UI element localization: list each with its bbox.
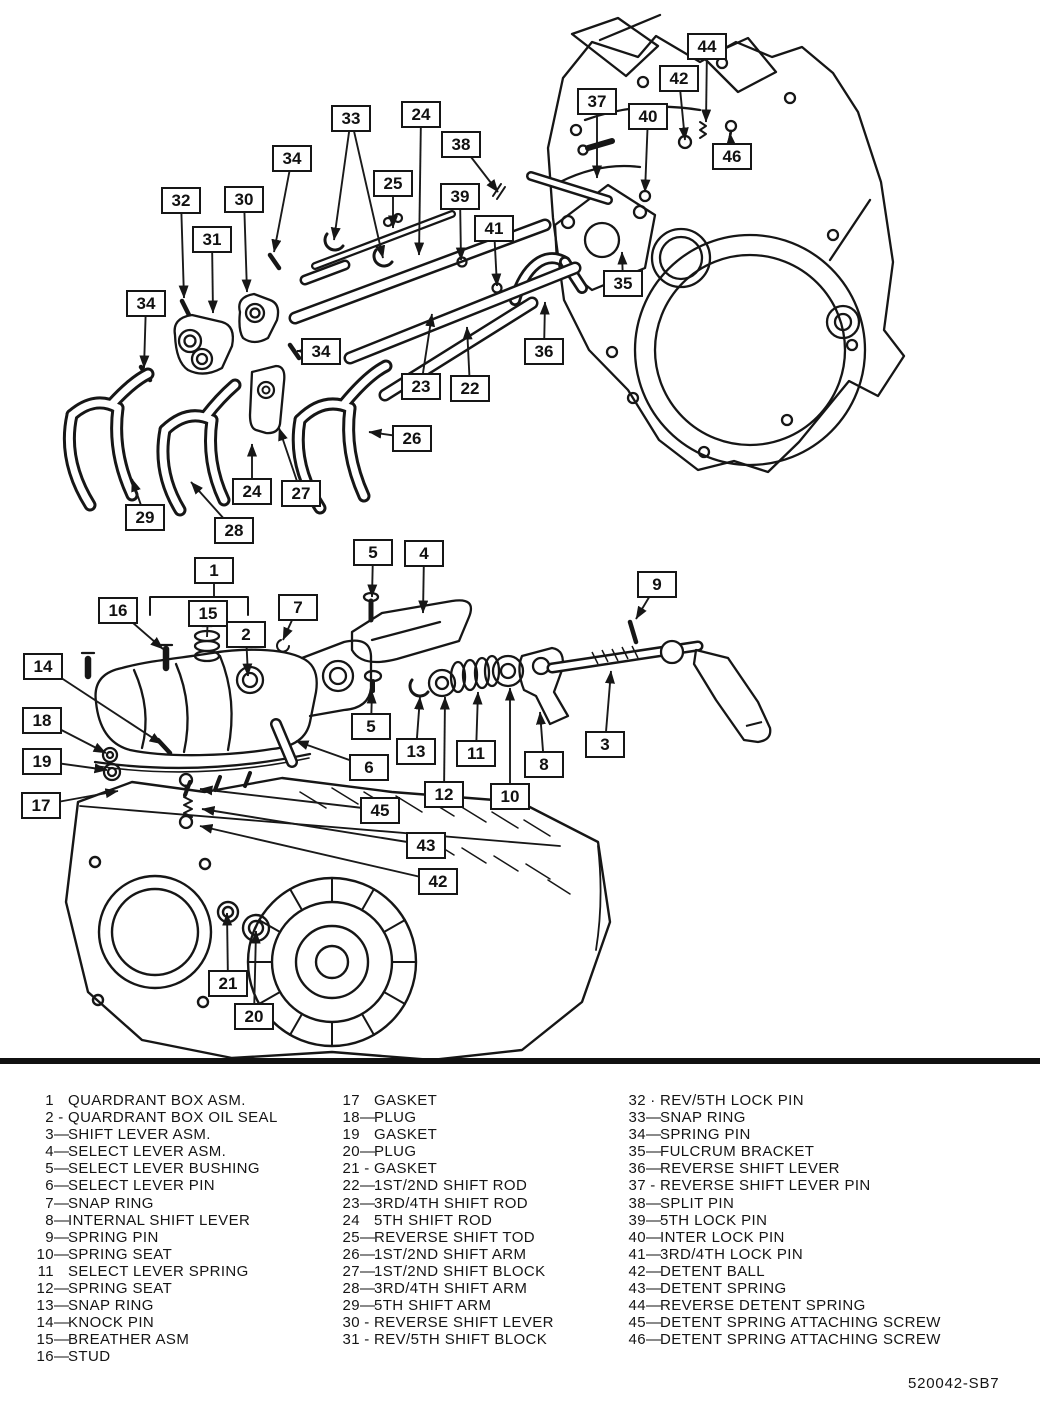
part-separator: · xyxy=(650,1092,656,1109)
part-number: 29 xyxy=(342,1297,360,1315)
part-number: 5 xyxy=(45,1160,54,1178)
parts-list-item xyxy=(336,1092,554,1109)
part-number: 42 xyxy=(628,1262,646,1280)
part-separator: — xyxy=(646,1314,662,1332)
part-name: SNAP RING xyxy=(68,1297,154,1315)
parts-list-item xyxy=(622,1297,941,1314)
part-name: SELECT LEVER SPRING xyxy=(68,1262,249,1280)
parts-list-item xyxy=(336,1126,554,1143)
parts-list-column-1 xyxy=(30,1092,278,1366)
part-number: 9 xyxy=(45,1228,54,1246)
part-separator: — xyxy=(360,1280,376,1298)
parts-list-item xyxy=(336,1109,554,1126)
part-number: 46 xyxy=(628,1331,646,1349)
parts-list-item xyxy=(622,1229,941,1246)
part-number: 44 xyxy=(628,1297,646,1315)
part-separator: — xyxy=(54,1245,70,1263)
parts-list-item xyxy=(30,1092,278,1109)
callout-44: 44 xyxy=(687,33,727,60)
callout-3: 3 xyxy=(585,731,625,758)
part-number: 7 xyxy=(45,1194,54,1212)
callout-2: 2 xyxy=(226,621,266,648)
part-name: DETENT SPRING ATTACHING SCREW xyxy=(660,1314,941,1332)
part-number: 35 xyxy=(628,1143,646,1161)
part-separator: — xyxy=(646,1297,662,1315)
callout-6: 6 xyxy=(349,754,389,781)
part-separator: — xyxy=(360,1194,376,1212)
part-number: 16 xyxy=(36,1348,54,1366)
part-number: 1 xyxy=(45,1092,54,1109)
part-separator: — xyxy=(54,1126,70,1144)
part-number: 25 xyxy=(342,1228,360,1246)
part-separator: — xyxy=(54,1211,70,1229)
part-number: 32 xyxy=(628,1092,646,1109)
callout-36: 36 xyxy=(524,338,564,365)
section-divider xyxy=(0,1058,1040,1064)
part-name: SNAP RING xyxy=(660,1109,746,1127)
part-separator: — xyxy=(646,1109,662,1127)
part-name: SELECT LEVER BUSHING xyxy=(68,1160,260,1178)
parts-list-item xyxy=(30,1263,278,1280)
parts-list-item xyxy=(336,1177,554,1194)
part-separator: — xyxy=(646,1160,662,1178)
part-name: QUARDRANT BOX ASM. xyxy=(68,1092,246,1109)
part-name: DETENT BALL xyxy=(660,1262,765,1280)
callout-24: 24 xyxy=(232,478,272,505)
callout-13: 13 xyxy=(396,738,436,765)
part-name: BREATHER ASM xyxy=(68,1331,190,1349)
part-number: 6 xyxy=(45,1177,54,1195)
part-name: 5TH LOCK PIN xyxy=(660,1211,768,1229)
part-name: INTER LOCK PIN xyxy=(660,1228,785,1246)
callout-29: 29 xyxy=(125,504,165,531)
part-number: 34 xyxy=(628,1126,646,1144)
part-name: REVERSE SHIFT LEVER xyxy=(660,1160,840,1178)
callout-39: 39 xyxy=(440,183,480,210)
part-separator: — xyxy=(646,1245,662,1263)
part-name: 5TH SHIFT ROD xyxy=(374,1211,493,1229)
callout-9: 9 xyxy=(637,571,677,598)
part-number: 28 xyxy=(342,1280,360,1298)
part-name: PLUG xyxy=(374,1143,417,1161)
callout-34: 34 xyxy=(272,145,312,172)
parts-list-item xyxy=(622,1109,941,1126)
parts-list-item xyxy=(336,1263,554,1280)
callout-28: 28 xyxy=(214,517,254,544)
callout-5: 5 xyxy=(351,713,391,740)
callout-7: 7 xyxy=(278,594,318,621)
parts-list-item xyxy=(30,1177,278,1194)
parts-list-column-3 xyxy=(622,1092,941,1348)
part-separator: — xyxy=(54,1280,70,1298)
parts-list-item xyxy=(336,1297,554,1314)
part-number: 17 xyxy=(342,1092,360,1109)
part-separator: — xyxy=(646,1280,662,1298)
callout-10: 10 xyxy=(490,783,530,810)
part-name: DETENT SPRING xyxy=(660,1280,787,1298)
part-separator: — xyxy=(54,1143,70,1161)
part-number: 33 xyxy=(628,1109,646,1127)
callout-17: 17 xyxy=(21,792,61,819)
part-separator: — xyxy=(646,1194,662,1212)
callout-19: 19 xyxy=(22,748,62,775)
part-number: 23 xyxy=(342,1194,360,1212)
part-number: 20 xyxy=(342,1143,360,1161)
callout-14: 14 xyxy=(23,653,63,680)
part-separator: — xyxy=(646,1262,662,1280)
part-name: SPLIT PIN xyxy=(660,1194,735,1212)
part-number: 19 xyxy=(342,1126,360,1144)
part-separator: - xyxy=(650,1177,656,1195)
callout-22: 22 xyxy=(450,375,490,402)
part-name: 5TH SHIFT ARM xyxy=(374,1297,492,1315)
part-name: GASKET xyxy=(374,1126,438,1144)
part-name: SPRING SEAT xyxy=(68,1245,173,1263)
part-name: SELECT LEVER PIN xyxy=(68,1177,216,1195)
part-name: REVERSE SHIFT LEVER PIN xyxy=(660,1177,871,1195)
parts-list-item xyxy=(622,1092,941,1109)
parts-list-item xyxy=(336,1331,554,1348)
part-name: KNOCK PIN xyxy=(68,1314,155,1332)
figure-code: 520042-SB7 xyxy=(908,1375,1000,1392)
callout-33: 33 xyxy=(331,105,371,132)
parts-list-item xyxy=(30,1160,278,1177)
parts-list-item xyxy=(622,1280,941,1297)
callout-41: 41 xyxy=(474,215,514,242)
part-separator: — xyxy=(54,1331,70,1349)
parts-list-item xyxy=(336,1246,554,1263)
part-number: 30 xyxy=(342,1314,360,1332)
part-separator: — xyxy=(646,1143,662,1161)
part-number: 43 xyxy=(628,1280,646,1298)
part-name: INTERNAL SHIFT LEVER xyxy=(68,1211,251,1229)
callout-8: 8 xyxy=(524,751,564,778)
part-number: 40 xyxy=(628,1228,646,1246)
part-separator: — xyxy=(646,1228,662,1246)
part-number: 21 xyxy=(342,1160,360,1178)
part-separator: - xyxy=(58,1109,64,1127)
part-separator: — xyxy=(646,1211,662,1229)
parts-list-item xyxy=(30,1331,278,1348)
part-name: REVERSE SHIFT TOD xyxy=(374,1228,536,1246)
callout-37: 37 xyxy=(577,88,617,115)
part-name: 3RD/4TH SHIFT ROD xyxy=(374,1194,529,1212)
callout-11: 11 xyxy=(456,740,496,767)
part-number: 38 xyxy=(628,1194,646,1212)
parts-list-item xyxy=(30,1229,278,1246)
part-number: 8 xyxy=(45,1211,54,1229)
parts-list-item xyxy=(622,1195,941,1212)
part-number: 39 xyxy=(628,1211,646,1229)
parts-list-item xyxy=(30,1126,278,1143)
part-separator: — xyxy=(54,1297,70,1315)
part-name: SPRING SEAT xyxy=(68,1280,173,1298)
callout-18: 18 xyxy=(22,707,62,734)
part-name: SNAP RING xyxy=(68,1194,154,1212)
callout-45: 45 xyxy=(360,797,400,824)
callout-5: 5 xyxy=(353,539,393,566)
parts-list-item xyxy=(622,1143,941,1160)
part-name: SPRING PIN xyxy=(660,1126,751,1144)
part-number: 22 xyxy=(342,1177,360,1195)
parts-list-item xyxy=(30,1314,278,1331)
part-separator: — xyxy=(360,1109,376,1127)
callout-40: 40 xyxy=(628,103,668,130)
parts-list-item xyxy=(622,1212,941,1229)
parts-list-item xyxy=(622,1126,941,1143)
callout-26: 26 xyxy=(392,425,432,452)
part-separator: — xyxy=(54,1194,70,1212)
part-name: 1ST/2ND SHIFT ROD xyxy=(374,1177,528,1195)
part-name: GASKET xyxy=(374,1160,438,1178)
callout-32: 32 xyxy=(161,187,201,214)
callout-31: 31 xyxy=(192,226,232,253)
parts-list-item xyxy=(622,1263,941,1280)
part-number: 36 xyxy=(628,1160,646,1178)
callout-4: 4 xyxy=(404,540,444,567)
callout-15: 15 xyxy=(188,600,228,627)
parts-list-item xyxy=(30,1195,278,1212)
part-separator: — xyxy=(54,1160,70,1178)
callout-16: 16 xyxy=(98,597,138,624)
callout-42: 42 xyxy=(659,65,699,92)
part-number: 13 xyxy=(36,1297,54,1315)
parts-list-column-2 xyxy=(336,1092,554,1348)
parts-list-item xyxy=(336,1143,554,1160)
callout-43: 43 xyxy=(406,832,446,859)
part-name: PLUG xyxy=(374,1109,417,1127)
part-name: 1ST/2ND SHIFT BLOCK xyxy=(374,1262,546,1280)
parts-list-item xyxy=(30,1348,278,1365)
part-separator: — xyxy=(54,1228,70,1246)
parts-list-item xyxy=(30,1212,278,1229)
callout-35: 35 xyxy=(603,270,643,297)
parts-list-item xyxy=(30,1109,278,1126)
part-name: 3RD/4TH LOCK PIN xyxy=(660,1245,804,1263)
part-number: 31 xyxy=(342,1331,360,1349)
part-name: STUD xyxy=(68,1348,111,1366)
part-separator: — xyxy=(54,1177,70,1195)
callout-1: 1 xyxy=(194,557,234,584)
part-separator: — xyxy=(360,1143,376,1161)
parts-list-item xyxy=(336,1280,554,1297)
parts-list-item xyxy=(336,1229,554,1246)
part-number: 14 xyxy=(36,1314,54,1332)
part-name: GASKET xyxy=(374,1092,438,1109)
part-name: REV/5TH SHIFT BLOCK xyxy=(374,1331,548,1349)
part-number: 4 xyxy=(45,1143,54,1161)
part-number: 18 xyxy=(342,1109,360,1127)
callout-12: 12 xyxy=(424,781,464,808)
parts-list-item xyxy=(30,1246,278,1263)
callout-21: 21 xyxy=(208,970,248,997)
part-separator: — xyxy=(360,1262,376,1280)
parts-list-item xyxy=(30,1143,278,1160)
parts-list-item xyxy=(336,1314,554,1331)
part-name: REVERSE SHIFT LEVER xyxy=(374,1314,554,1332)
part-number: 41 xyxy=(628,1245,646,1263)
part-separator: — xyxy=(646,1331,662,1349)
part-name: DETENT SPRING ATTACHING SCREW xyxy=(660,1331,941,1349)
part-number: 15 xyxy=(36,1331,54,1349)
part-number: 2 xyxy=(45,1109,54,1127)
part-name: REVERSE DETENT SPRING xyxy=(660,1297,866,1315)
callout-20: 20 xyxy=(234,1003,274,1030)
part-name: REV/5TH LOCK PIN xyxy=(660,1092,804,1109)
part-number: 26 xyxy=(342,1245,360,1263)
part-number: 12 xyxy=(36,1280,54,1298)
part-separator: — xyxy=(360,1228,376,1246)
callout-34: 34 xyxy=(126,290,166,317)
callout-30: 30 xyxy=(224,186,264,213)
parts-list-item xyxy=(336,1160,554,1177)
part-name: 1ST/2ND SHIFT ARM xyxy=(374,1245,527,1263)
part-separator: — xyxy=(54,1348,70,1366)
part-number: 37 xyxy=(628,1177,646,1195)
part-separator: — xyxy=(360,1245,376,1263)
callout-38: 38 xyxy=(441,131,481,158)
parts-list-item xyxy=(622,1246,941,1263)
parts-list-item xyxy=(622,1331,941,1348)
part-separator: - xyxy=(364,1160,370,1178)
callout-23: 23 xyxy=(401,373,441,400)
part-name: SPRING PIN xyxy=(68,1228,159,1246)
parts-list-item xyxy=(336,1195,554,1212)
parts-list-item xyxy=(30,1297,278,1314)
callout-25: 25 xyxy=(373,170,413,197)
callout-42: 42 xyxy=(418,868,458,895)
parts-list-item xyxy=(622,1160,941,1177)
callout-46: 46 xyxy=(712,143,752,170)
part-separator: — xyxy=(54,1314,70,1332)
part-number: 3 xyxy=(45,1126,54,1144)
callout-24: 24 xyxy=(401,101,441,128)
part-separator: — xyxy=(360,1177,376,1195)
part-name: SELECT LEVER ASM. xyxy=(68,1143,227,1161)
part-separator: - xyxy=(364,1331,370,1349)
parts-list-item xyxy=(622,1177,941,1194)
callout-27: 27 xyxy=(281,480,321,507)
part-number: 11 xyxy=(37,1262,54,1280)
parts-list-item xyxy=(336,1212,554,1229)
part-number: 27 xyxy=(342,1262,360,1280)
part-name: QUARDRANT BOX OIL SEAL xyxy=(68,1109,278,1127)
parts-list-item xyxy=(622,1314,941,1331)
part-number: 24 xyxy=(342,1211,360,1229)
callout-34: 34 xyxy=(301,338,341,365)
part-name: FULCRUM BRACKET xyxy=(660,1143,815,1161)
part-separator: — xyxy=(360,1297,376,1315)
part-separator: - xyxy=(364,1314,370,1332)
part-number: 45 xyxy=(628,1314,646,1332)
part-number: 10 xyxy=(36,1245,54,1263)
part-separator: — xyxy=(646,1126,662,1144)
part-name: SHIFT LEVER ASM. xyxy=(68,1126,211,1144)
part-name: 3RD/4TH SHIFT ARM xyxy=(374,1280,528,1298)
parts-list-item xyxy=(30,1280,278,1297)
